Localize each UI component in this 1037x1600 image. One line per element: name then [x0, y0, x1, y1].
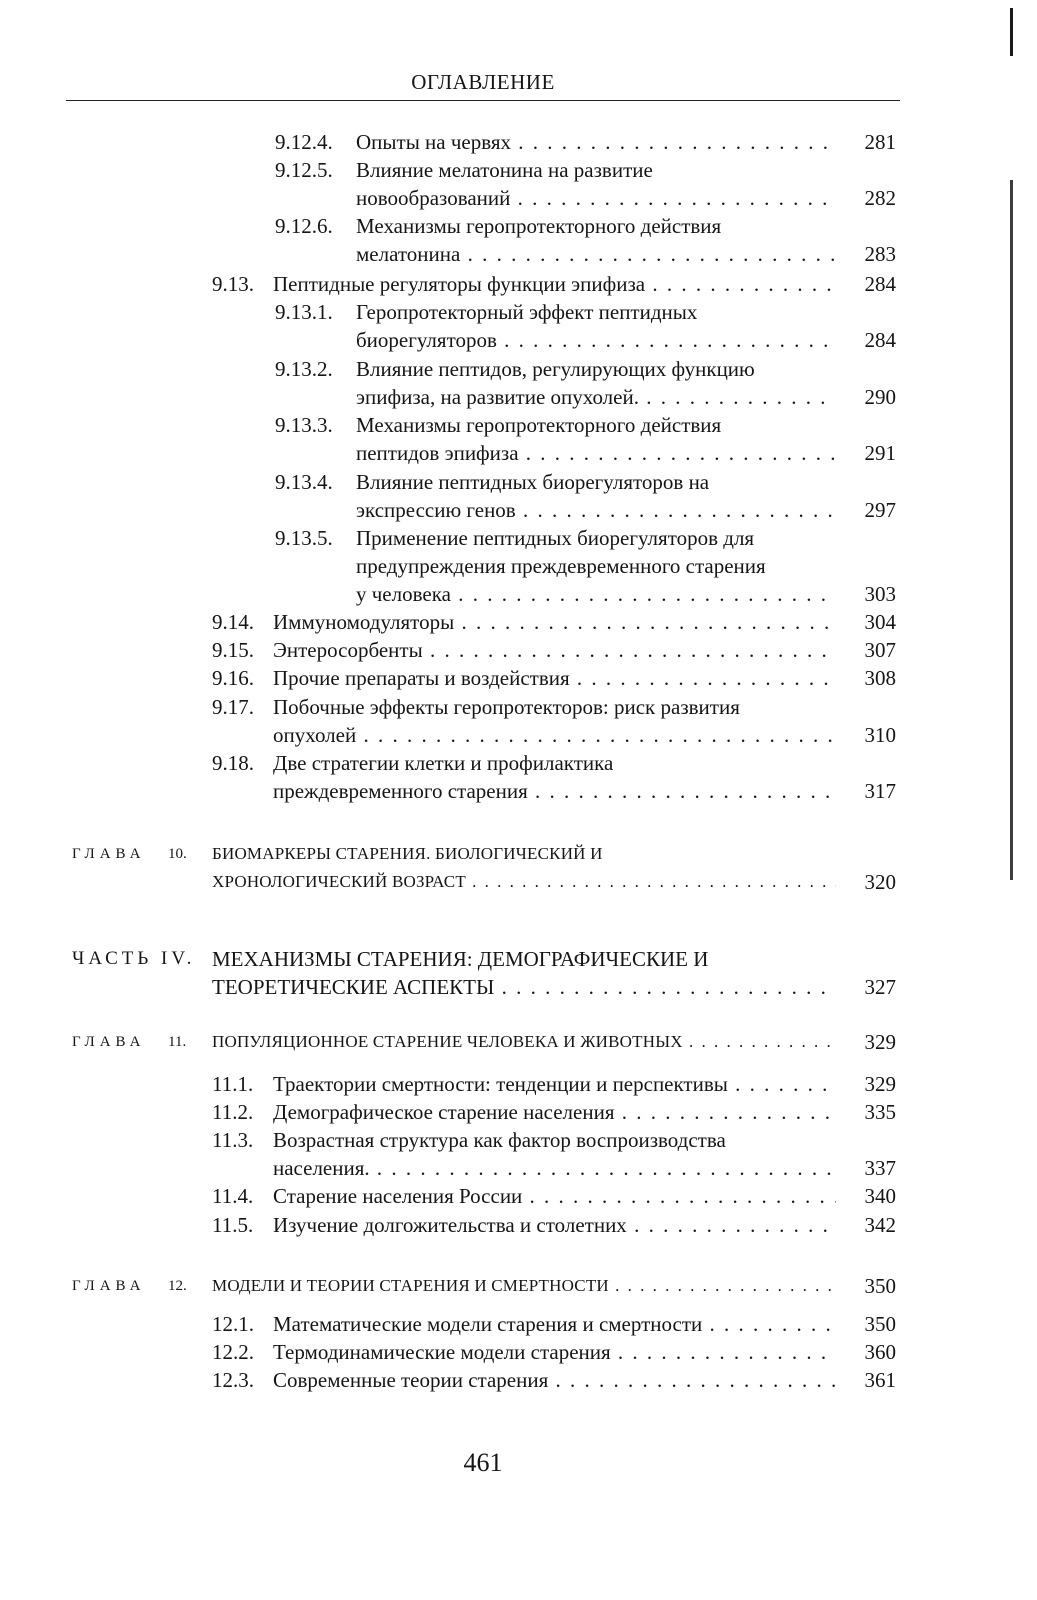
toc-entry-title: Побочные эффекты геропротекторов: риск развития: [273, 695, 740, 719]
toc-entry-title: ТЕОРЕТИЧЕСКИЕ АСПЕКТЫ . . .: [212, 973, 836, 1001]
running-head: ОГЛАВЛЕНИЕ: [411, 70, 555, 94]
toc-entry-page: 329: [864, 1072, 896, 1096]
toc-entry-page: 337: [864, 1156, 896, 1180]
toc-entry-label-number: 12.: [168, 1278, 187, 1294]
toc-entry-number: 9.13.4.: [275, 470, 333, 494]
toc-entry-page: 291: [864, 441, 896, 465]
toc-entry: [0, 973, 1037, 1001]
toc-entry-title: Влияние пептидных биорегуляторов на: [356, 470, 710, 494]
toc-entry-number: 9.12.5.: [275, 158, 333, 182]
toc-entry-title: Термодинамические модели старения . . .: [273, 1338, 836, 1366]
toc-entry-number: 12.1.: [212, 1312, 254, 1336]
toc-entry-title: Демографическое старение населения . . .: [273, 1098, 836, 1126]
toc-entry-page: 310: [864, 723, 896, 747]
toc-entry-page: 329: [864, 1030, 896, 1054]
toc-entry-title: пептидов эпифиза . . .: [356, 439, 836, 467]
toc-entry-title: новообразований . . .: [356, 184, 836, 212]
toc-entry-page: 283: [864, 242, 896, 266]
toc-entry-title: Современные теории старения . . .: [273, 1366, 836, 1394]
toc-entry: [0, 1272, 1037, 1300]
toc-entry-title: Прочие препараты и воздействия . . .: [273, 664, 836, 692]
toc-entry-title: Траектории смертности: тенденции и перспективы . . .: [273, 1070, 836, 1098]
toc-entry: [0, 840, 1037, 868]
toc-entry-title: преждевременного старения . . .: [273, 777, 836, 805]
toc-entry-number: 9.13.2.: [275, 357, 333, 381]
toc-entry-title: Механизмы геропротекторного действия: [356, 413, 722, 437]
toc-entry-number: 9.12.6.: [275, 214, 333, 238]
toc-entry: [0, 945, 1037, 973]
toc-entry: [0, 156, 1037, 184]
toc-entry-label-number: 10.: [168, 846, 187, 862]
toc-entry: [0, 298, 1037, 326]
toc-entry-title: мелатонина . . .: [356, 240, 836, 268]
toc-entry-page: 340: [864, 1184, 896, 1208]
toc-entry: [0, 580, 1037, 608]
toc-entry: [0, 270, 1037, 298]
header-rule: [66, 100, 900, 101]
toc-entry: [0, 383, 1037, 411]
toc-entry: [0, 1211, 1037, 1239]
toc-entry-title: населения. . . .: [273, 1154, 836, 1182]
toc-entry-title: Энтеросорбенты . . .: [273, 636, 836, 664]
toc-entry-number: 11.1.: [212, 1072, 254, 1096]
toc-entry-title: биорегуляторов . . .: [356, 326, 836, 354]
toc-entry-number: 9.18.: [212, 751, 254, 775]
toc-entry-title: Иммуномодуляторы . . .: [273, 608, 836, 636]
toc-entry: [0, 552, 1037, 580]
toc-entry: [0, 355, 1037, 383]
toc-entry-number: 11.2.: [212, 1100, 254, 1124]
toc-entry-page: 342: [864, 1213, 896, 1237]
toc-entry: [0, 411, 1037, 439]
toc-entry-title: эпифиза, на развитие опухолей. . . .: [356, 383, 836, 411]
toc-entry-title: предупреждения преждевременного старения: [356, 554, 766, 578]
toc-entry: [0, 1338, 1037, 1366]
toc-entry-page: 350: [864, 1312, 896, 1336]
toc-entry: [0, 608, 1037, 636]
toc-entry: [0, 496, 1037, 524]
toc-entry: [0, 721, 1037, 749]
toc-entry-page: 290: [864, 385, 896, 409]
toc-entry: [0, 1028, 1037, 1056]
scan-edge-mark: [1010, 8, 1013, 56]
toc-entry-title: Механизмы геропротекторного действия: [356, 214, 722, 238]
toc-entry-page: 320: [864, 870, 896, 894]
toc-entry-title: Применение пептидных биорегуляторов для: [356, 526, 755, 550]
toc-entry-page: 327: [864, 975, 896, 999]
toc-entry-title: Пептидные регуляторы функции эпифиза . . .: [273, 270, 836, 298]
toc-entry: [0, 212, 1037, 240]
toc-entry: [0, 1310, 1037, 1338]
toc-entry-title: Старение населения России . . .: [273, 1182, 836, 1210]
toc-entry-title: ПОПУЛЯЦИОННОЕ СТАРЕНИЕ ЧЕЛОВЕКА И ЖИВОТНЫХ . . .: [212, 1028, 836, 1056]
toc-entry-number: 11.5.: [212, 1213, 254, 1237]
toc-entry-title: опухолей . . .: [273, 721, 836, 749]
toc-entry-page: 317: [864, 779, 896, 803]
toc-entry-title: МОДЕЛИ И ТЕОРИИ СТАРЕНИЯ И СМЕРТНОСТИ . . .: [212, 1272, 836, 1300]
toc-entry-number: 9.14.: [212, 610, 254, 634]
toc-entry: [0, 1070, 1037, 1098]
toc-entry-title: МЕХАНИЗМЫ СТАРЕНИЯ: ДЕМОГРАФИЧЕСКИЕ И: [212, 947, 709, 971]
toc-entry-number: 9.17.: [212, 695, 254, 719]
toc-entry-number: 9.12.4.: [275, 130, 333, 154]
toc-entry: [0, 777, 1037, 805]
toc-entry-page: 308: [864, 666, 896, 690]
toc-entry-page: 303: [864, 582, 896, 606]
toc-entry: [0, 693, 1037, 721]
toc-entry-number: 12.3.: [212, 1368, 254, 1392]
toc-entry: [0, 664, 1037, 692]
toc-entry-page: 281: [864, 130, 896, 154]
toc-entry-title: Математические модели старения и смертности . . .: [273, 1310, 836, 1338]
toc-entry-title: Геропротекторный эффект пептидных: [356, 300, 698, 324]
toc-entry-page: 361: [864, 1368, 896, 1392]
toc-entry-number: 11.3.: [212, 1128, 254, 1152]
toc-entry-label: ГЛАВА: [72, 846, 146, 862]
toc-entry-page: 284: [864, 328, 896, 352]
toc-entry-number: 12.2.: [212, 1340, 254, 1364]
toc-entry-label: ГЛАВА: [72, 1278, 146, 1294]
toc-entry-title: Влияние пептидов, регулирующих функцию: [356, 357, 755, 381]
toc-entry-title: Влияние мелатонина на развитие: [356, 158, 653, 182]
toc-entry: [0, 1126, 1037, 1154]
toc-entry-number: 11.4.: [212, 1184, 254, 1208]
toc-entry-label: ЧАСТЬ IV.: [72, 948, 196, 969]
toc-entry: [0, 1098, 1037, 1126]
toc-entry-page: 297: [864, 498, 896, 522]
toc-entry: [0, 439, 1037, 467]
toc-entry-page: 304: [864, 610, 896, 634]
toc-entry: [0, 240, 1037, 268]
toc-entry: [0, 1366, 1037, 1394]
toc-entry: [0, 636, 1037, 664]
toc-entry-title: Изучение долгожительства и столетних . . .: [273, 1211, 836, 1239]
toc-entry-page: 360: [864, 1340, 896, 1364]
toc-entry: [0, 128, 1037, 156]
toc-entry-number: 9.16.: [212, 666, 254, 690]
toc-entry: [0, 1154, 1037, 1182]
toc-entry: [0, 749, 1037, 777]
toc-entry-title: Две стратегии клетки и профилактика: [273, 751, 614, 775]
toc-entry-number: 9.13.: [212, 272, 254, 296]
toc-entry: [0, 524, 1037, 552]
toc-entry-page: 307: [864, 638, 896, 662]
toc-entry-number: 9.15.: [212, 638, 254, 662]
toc-entry-label-number: 11.: [168, 1034, 187, 1050]
toc-entry-page: 284: [864, 272, 896, 296]
toc-entry-page: 335: [864, 1100, 896, 1124]
toc-entry-title: ХРОНОЛОГИЧЕСКИЙ ВОЗРАСТ . . .: [212, 868, 836, 896]
toc-entry: [0, 184, 1037, 212]
toc-entry-number: 9.13.5.: [275, 526, 333, 550]
toc-entry-title: у человека . . .: [356, 580, 836, 608]
toc-entry-number: 9.13.3.: [275, 413, 333, 437]
toc-entry: [0, 1182, 1037, 1210]
toc-entry-number: 9.13.1.: [275, 300, 333, 324]
toc-entry-title: Возрастная структура как фактор воспроизводства: [273, 1128, 726, 1152]
toc-entry: [0, 868, 1037, 896]
toc-entry-page: 350: [864, 1274, 896, 1298]
toc-entry-title: БИОМАРКЕРЫ СТАРЕНИЯ. БИОЛОГИЧЕСКИЙ И: [212, 844, 603, 863]
toc-entry: [0, 326, 1037, 354]
toc-entry-page: 282: [864, 186, 896, 210]
toc-entry-title: Опыты на червях . . .: [356, 128, 836, 156]
page-number: 461: [463, 1448, 503, 1477]
toc-entry-title: экспрессию генов . . .: [356, 496, 836, 524]
toc-entry: [0, 468, 1037, 496]
toc-entry-label: ГЛАВА: [72, 1034, 146, 1050]
